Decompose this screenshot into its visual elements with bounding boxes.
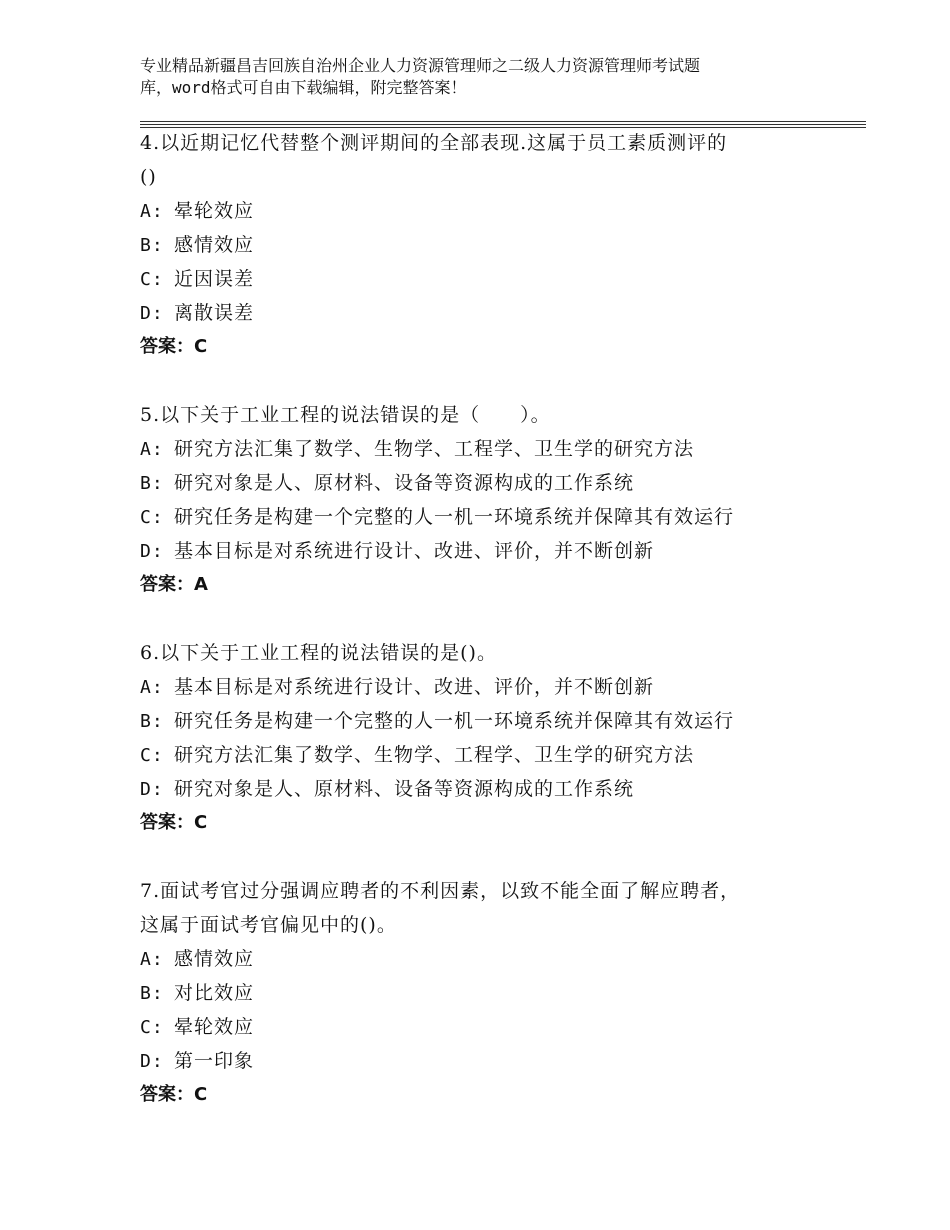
question-stem-line: 这属于面试考官偏见中的()。 (140, 914, 397, 936)
question-list (140, 126, 866, 1146)
header-divider-top (140, 121, 866, 122)
option-letter: D: (140, 303, 164, 324)
option-c (140, 738, 866, 772)
option-text: 晕轮效应 (174, 200, 255, 222)
option-text: 研究任务是构建一个完整的人一机一环境系统并保障其有效运行 (174, 506, 735, 528)
document-header (140, 55, 810, 99)
question-stem-line: 5.以下关于工业工程的说法错误的是（ ）。 (140, 404, 551, 426)
header-line-2: 库，word格式可自由下载编辑，附完整答案！ (140, 78, 467, 97)
answer-label: 答案：C (140, 336, 208, 357)
question-4 (140, 126, 866, 364)
option-letter: A: (140, 949, 164, 970)
option-text: 基本目标是对系统进行设计、改进、评价，并不断创新 (174, 540, 655, 562)
option-c (140, 500, 866, 534)
option-letter: A: (140, 201, 164, 222)
option-letter: B: (140, 235, 164, 256)
option-a (140, 194, 866, 228)
option-d (140, 296, 866, 330)
option-letter: B: (140, 473, 164, 494)
question-7 (140, 874, 866, 1112)
option-letter: C: (140, 745, 164, 766)
option-d (140, 534, 866, 568)
option-letter: C: (140, 1017, 164, 1038)
answer-label: 答案：A (140, 574, 208, 595)
question-6 (140, 636, 866, 840)
option-text: 感情效应 (174, 948, 255, 970)
header-divider-middle (140, 124, 866, 125)
option-text: 晕轮效应 (174, 1016, 255, 1038)
option-b (140, 228, 866, 262)
option-d (140, 772, 866, 806)
question-5 (140, 398, 866, 602)
option-b (140, 976, 866, 1010)
option-a (140, 942, 866, 976)
answer-label: 答案：C (140, 812, 208, 833)
header-line-1: 专业精品新疆昌吉回族自治州企业人力资源管理师之二级人力资源管理师考试题 (140, 56, 701, 75)
option-c (140, 1010, 866, 1044)
option-a (140, 432, 866, 466)
option-letter: D: (140, 779, 164, 800)
option-text: 研究任务是构建一个完整的人一机一环境系统并保障其有效运行 (174, 710, 735, 732)
option-b (140, 704, 866, 738)
option-a (140, 670, 866, 704)
option-b (140, 466, 866, 500)
option-text: 研究对象是人、原材料、设备等资源构成的工作系统 (174, 778, 635, 800)
option-text: 研究方法汇集了数学、生物学、工程学、卫生学的研究方法 (174, 438, 695, 460)
option-text: 基本目标是对系统进行设计、改进、评价，并不断创新 (174, 676, 655, 698)
option-letter: B: (140, 711, 164, 732)
option-letter: C: (140, 507, 164, 528)
question-stem-line: 6.以下关于工业工程的说法错误的是()。 (140, 642, 497, 664)
option-d (140, 1044, 866, 1078)
question-stem-line: 4.以近期记忆代替整个测评期间的全部表现.这属于员工素质测评的 (140, 132, 728, 154)
option-letter: D: (140, 1051, 164, 1072)
option-letter: C: (140, 269, 164, 290)
option-letter: D: (140, 541, 164, 562)
option-c (140, 262, 866, 296)
question-stem-line: () (140, 166, 157, 188)
option-text: 离散误差 (174, 302, 255, 324)
option-letter: A: (140, 677, 164, 698)
option-text: 第一印象 (174, 1050, 255, 1072)
option-text: 研究对象是人、原材料、设备等资源构成的工作系统 (174, 472, 635, 494)
option-letter: A: (140, 439, 164, 460)
option-text: 研究方法汇集了数学、生物学、工程学、卫生学的研究方法 (174, 744, 695, 766)
answer-label: 答案：C (140, 1084, 208, 1105)
option-text: 对比效应 (174, 982, 255, 1004)
option-text: 感情效应 (174, 234, 255, 256)
question-stem-line: 7.面试考官过分强调应聘者的不利因素，以致不能全面了解应聘者， (140, 880, 741, 902)
option-text: 近因误差 (174, 268, 255, 290)
option-letter: B: (140, 983, 164, 1004)
